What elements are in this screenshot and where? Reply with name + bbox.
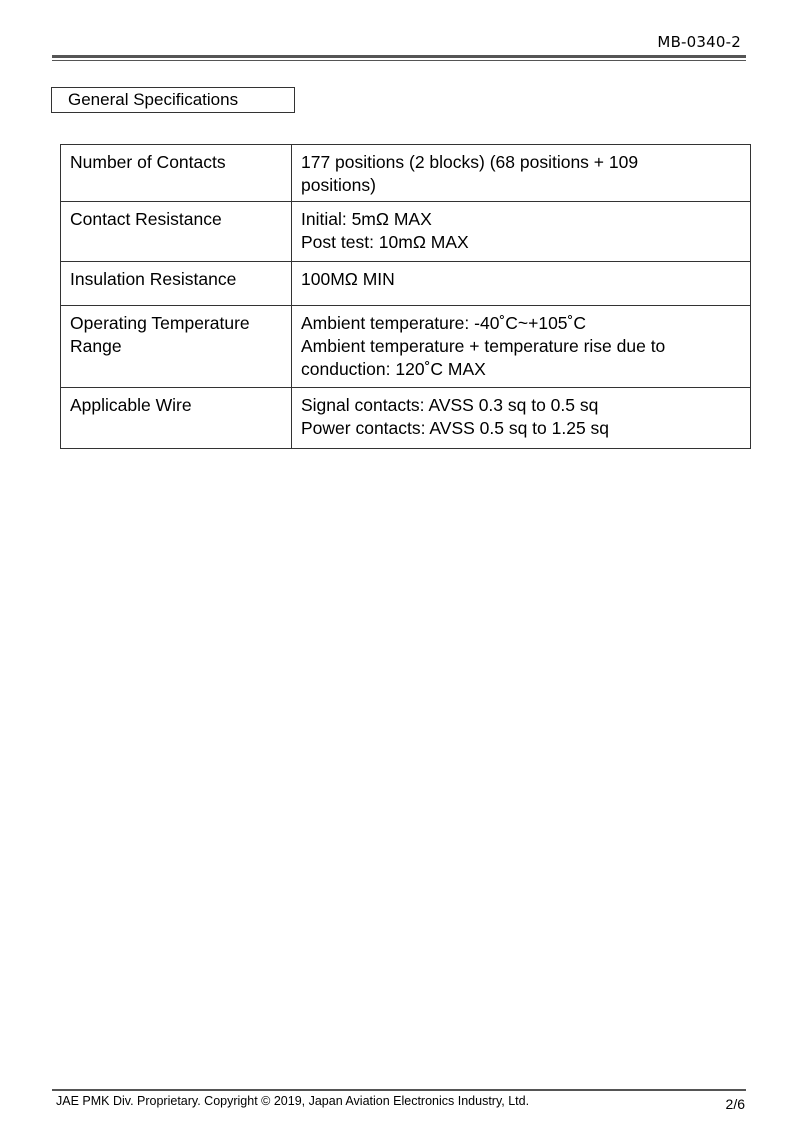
- spec-label-text: Operating Temperature: [70, 313, 250, 333]
- spec-label: [61, 388, 292, 449]
- table-row: [61, 262, 751, 306]
- spec-label: [61, 306, 292, 388]
- spec-value-line: positions): [301, 175, 376, 195]
- spec-value-line: 177 positions (2 blocks) (68 positions + 109: [301, 152, 639, 172]
- footer-rule: [52, 1089, 746, 1091]
- table-row: [61, 202, 751, 262]
- spec-label: [61, 262, 292, 306]
- spec-value-line: Ambient temperature + temperature rise due to: [301, 336, 666, 356]
- spec-table: [60, 144, 751, 449]
- spec-label-text: Applicable Wire: [70, 395, 192, 415]
- page-number: 2/6: [725, 1096, 745, 1112]
- spec-value: [292, 262, 751, 306]
- table-row: [61, 145, 751, 202]
- spec-value-line: Post test: 10mΩ MAX: [301, 232, 469, 252]
- spec-label-text: Insulation Resistance: [70, 269, 237, 289]
- spec-value: [292, 306, 751, 388]
- spec-label-text: Number of Contacts: [70, 152, 226, 172]
- spec-value: [292, 388, 751, 449]
- spec-label: [61, 145, 292, 202]
- section-title-box: [51, 87, 295, 113]
- spec-label-text: Contact Resistance: [70, 209, 222, 229]
- section-title: General Specifications: [68, 90, 239, 109]
- spec-label-text: Range: [70, 336, 122, 356]
- header-rule-thin: [52, 60, 746, 61]
- spec-label: [61, 202, 292, 262]
- spec-value-line: 100MΩ MIN: [301, 269, 395, 289]
- document-number: MB-0340-2: [657, 33, 741, 51]
- spec-value-line: conduction: 120˚C MAX: [301, 359, 486, 379]
- spec-value-line: Power contacts: AVSS 0.5 sq to 1.25 sq: [301, 418, 610, 438]
- table-row: [61, 306, 751, 388]
- spec-value: [292, 145, 751, 202]
- footer-copyright: JAE PMK Div. Proprietary. Copyright © 2019, Japan Aviation Electronics Industry, Ltd.: [56, 1094, 530, 1108]
- spec-value-line: Signal contacts: AVSS 0.3 sq to 0.5 sq: [301, 395, 599, 415]
- spec-value-line: Ambient temperature: -40˚C~+105˚C: [301, 313, 586, 333]
- spec-value-line: Initial: 5mΩ MAX: [301, 209, 432, 229]
- header-rule-thick: [52, 55, 746, 58]
- spec-value: [292, 202, 751, 262]
- table-row: [61, 388, 751, 449]
